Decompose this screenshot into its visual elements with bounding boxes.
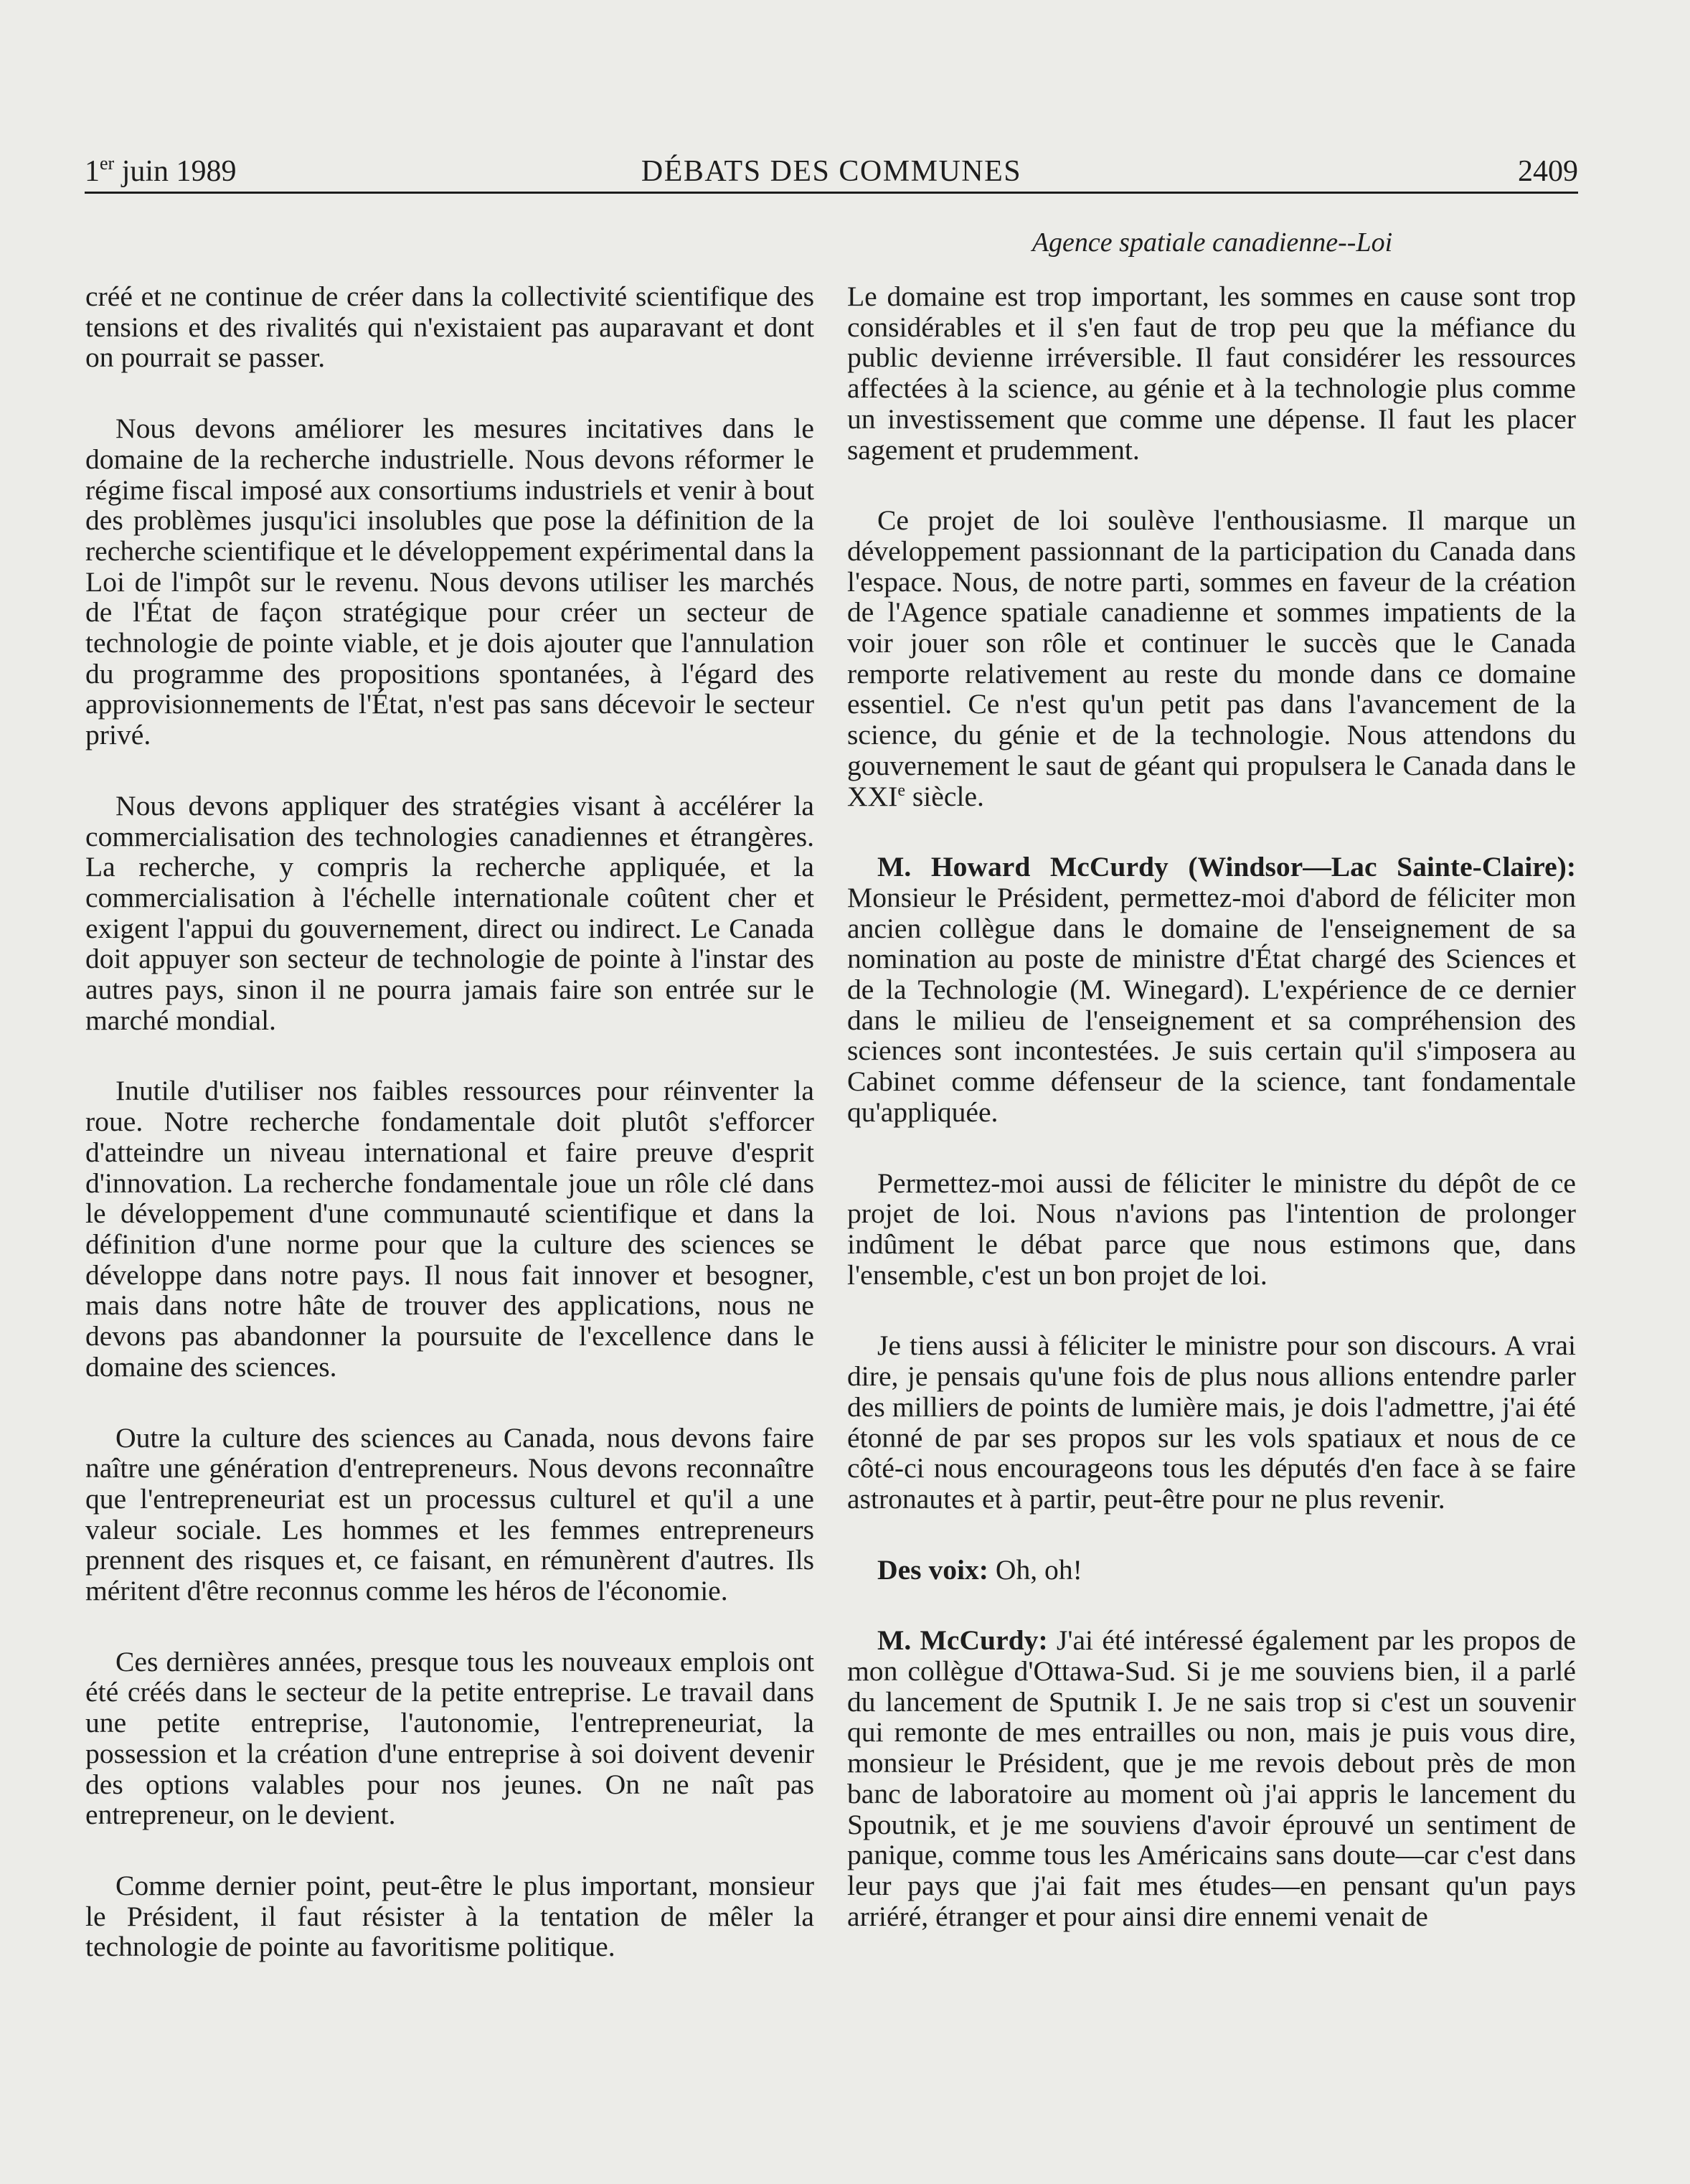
speech-paragraph: M. McCurdy: J'ai été intéressé également par les propos de mon collègue d'Ottawa-Sud. Si je me souviens bien, il a parlé du lancement de Sputnik I. Je ne sais trop si c'est un souvenir qui remonte de mes entrailles ou non, mais je puis vous dire, monsieur le Président, que je me revois debout près de mon banc de laboratoire au moment où j'ai appris le lancement du Spoutnik, et je me souviens d'avoir éprouvé un sentiment de panique, comme tous les Américains sans doute—car c'est dans leur pays que j'ai fait mes études—en pensant qu'un pays arriéré, étranger et pour ainsi dire ennemi venait de	[847, 1624, 1576, 1932]
header-title: DÉBATS DES COMMUNES	[641, 155, 1022, 188]
paragraph: créé et ne continue de créer dans la collectivité scientifique des tensions et des rivalités qui n'existaient pas auparavant et dont on pourrait se passer.	[85, 281, 814, 374]
paragraph: Je tiens aussi à féliciter le ministre pour son discours. A vrai dire, je pensais qu'une fois de plus nous allions entendre parler des milliers de points de lumière mais, je dois l'admettre, j'ai été étonné de par ses propos sur les vols spatiaux et nous de ce côté-ci nous encourageons tous les députés d'en face à se faire astronautes et à partir, peut-être pour ne plus revenir.	[847, 1329, 1576, 1515]
paragraph: Le domaine est trop important, les sommes en cause sont trop considérables et il s'en faut de trop peu que la méfiance du public devienne irréversible. Il faut considérer les ressources affectées à la science, au génie et à la technologie plus comme un investissement que comme une dépense. Il faut les placer sagement et prudemment.	[847, 281, 1576, 466]
speech-paragraph: Des voix: Oh, oh!	[877, 1553, 1082, 1586]
paragraph: Permettez-moi aussi de féliciter le ministre du dépôt de ce projet de loi. Nous n'avions pas l'intention de prolonger indûment le débat parce que nous estimons que, dans l'ensemble, c'est un bon projet de loi.	[847, 1167, 1576, 1291]
paragraph: Comme dernier point, peut-être le plus important, monsieur le Président, il faut résister à la tentation de mêler la technologie de pointe au favoritisme politique.	[85, 1869, 814, 1963]
speech-paragraph: M. Howard McCurdy (Windsor—Lac Sainte-Claire): Monsieur le Président, permettez-moi d'abord de féliciter mon ancien collègue dans le domaine de l'enseignement de sa nomination au poste de ministre d'État chargé des Sciences et de la Technologie (M. Winegard). L'expérience de ce dernier dans le milieu de l'enseignement et sa compréhension des sciences sont incontestées. Je suis certain qu'il s'imposera au Cabinet comme défenseur de la science, tant fondamentale qu'appliquée.	[847, 851, 1576, 1128]
paragraph: Nous devons appliquer des stratégies visant à accélérer la commercialisation des technologies canadiennes et étrangères. La recherche, y compris la recherche appliquée, et la commercialisation à l'échelle internationale coûtent cher et exigent l'appui du gouvernement, direct ou indirect. Le Canada doit appuyer son secteur de technologie de pointe à l'instar des autres pays, sinon il ne pourra jamais faire son entrée sur le marché mondial.	[85, 789, 814, 1036]
paragraph: Ce projet de loi soulève l'enthousiasme. Il marque un développement passionnant de la participation du Canada dans l'espace. Nous, de notre parti, sommes en faveur de la création de l'Agence spatiale canadienne et sommes impatients de la voir jouer son rôle et continuer le succès que le Canada remporte relativement au reste du monde dans ce domaine essentiel. Ce n'est qu'un petit pas dans l'avancement de la science, du génie et de la technologie. Nous attendons du gouvernement le saut de géant qui propulsera le Canada dans le XXIe siècle.	[847, 504, 1576, 812]
header-date: 1er juin 1989	[85, 153, 237, 188]
speaker-name: M. Howard McCurdy (Windsor—Lac Sainte-Claire):	[877, 851, 1576, 883]
paragraph: Outre la culture des sciences au Canada, nous devons faire naître une génération d'entrepreneurs. Nous devons reconnaître que l'entrepreneuriat est un processus culturel et qu'il a une valeur sociale. Les hommes et les femmes entrepreneurs prennent des risques et, ce faisant, en rémunèrent d'autres. Ils méritent d'être reconnus comme les héros de l'économie.	[85, 1421, 814, 1607]
page-header	[85, 149, 1578, 194]
paragraph: Inutile d'utiliser nos faibles ressources pour réinventer la roue. Notre recherche fondamentale doit plutôt s'efforcer d'atteindre un niveau international et faire preuve d'esprit d'innovation. La recherche fondamentale joue un rôle clé dans le développement d'une communauté scientifique et dans la définition d'une norme pour que la culture des sciences se développe dans notre pays. Il nous fait innover et besogner, mais dans notre hâte de trouver des applications, nous ne devons pas abandonner la poursuite de l'excellence dans le domaine des sciences.	[85, 1075, 814, 1383]
page-number: 2409	[1518, 155, 1578, 188]
right-column	[847, 281, 1576, 1931]
header-rule	[85, 192, 1578, 194]
paragraph: Nous devons améliorer les mesures incitatives dans le domaine de la recherche industrielle. Nous devons réformer le régime fiscal imposé aux consortiums industriels et venir à bout des problèmes jusqu'ici insolubles que pose la définition de la recherche scientifique et le développement expérimental dans la Loi de l'impôt sur le revenu. Nous devons utiliser les marchés de l'État de façon stratégique pour créer un secteur de technologie de pointe viable, et je dois ajouter que l'annulation du programme des propositions spontanées, à l'égard des approvisionnements de l'État, n'est pas sans décevoir le secteur privé.	[85, 413, 814, 751]
left-column	[85, 281, 814, 1962]
speaker-name: Des voix:	[877, 1553, 988, 1586]
speaker-name: M. McCurdy:	[877, 1624, 1048, 1657]
running-head: Agence spatiale canadienne--Loi	[1032, 227, 1393, 258]
paragraph: Ces dernières années, presque tous les nouveaux emplois ont été créés dans le secteur de la petite entreprise. Le travail dans une petite entreprise, l'autonomie, l'entrepreneuriat, la possession et la création d'une entreprise à soi doivent devenir des options valables pour nos jeunes. On ne naît pas entrepreneur, on le devient.	[85, 1645, 814, 1831]
